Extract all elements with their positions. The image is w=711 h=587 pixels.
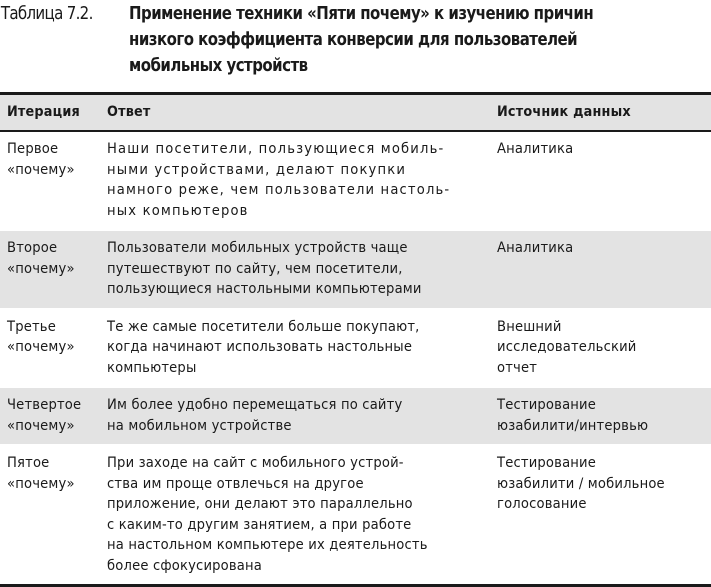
table-row <box>0 131 711 230</box>
iteration-cell: Второе «почему» <box>7 239 75 277</box>
source-cell: Аналитика <box>497 239 574 256</box>
table-title-line: низкого коэффициента конверсии для пользователей <box>129 30 578 50</box>
table-title <box>129 1 711 79</box>
answer-cell: Те же самые посетители больше покупают, когда начинают использовать настольные компьютеры <box>107 317 420 376</box>
answer-cell: Им более удобно перемещаться по сайту на мобильном устройстве <box>107 396 403 434</box>
table-row <box>0 387 711 445</box>
table-row <box>0 309 711 388</box>
source-cell: Тестирование юзабилити/интервью <box>497 396 649 434</box>
header-source: Источник данных <box>497 103 631 121</box>
source-cell: Аналитика <box>497 140 574 157</box>
table-row <box>0 445 711 586</box>
source-cell: Тестирование юзабилити / мобильное голосование <box>497 454 665 512</box>
table-header-row <box>0 94 711 132</box>
table-number-label: Таблица 7.2. <box>0 4 93 24</box>
five-whys-table <box>0 92 711 587</box>
table-title-line: мобильных устройств <box>129 56 308 76</box>
table-row <box>0 230 711 309</box>
header-answer: Ответ <box>107 103 151 121</box>
iteration-cell: Пятое «почему» <box>7 454 75 492</box>
source-cell: Внешний исследовательский отчет <box>497 317 637 376</box>
answer-cell: Наши посетители, пользующиеся мобиль- ными устройствами, делают покупки намного реже, чем пользователи настоль- ных компьютеров <box>107 140 451 219</box>
header-iteration: Итерация <box>7 103 80 121</box>
answer-cell: Пользователи мобильных устройств чаще путешествуют по сайту, чем посетители, пользующиеся настольными компьютерами <box>107 239 422 297</box>
table-caption <box>0 0 711 76</box>
table-title-line: Применение техники «Пяти почему» к изучению причин <box>129 4 594 24</box>
iteration-cell: Первое «почему» <box>7 140 75 178</box>
answer-cell: При заходе на сайт с мобильного устрой- ства им проще отвлечься на другое приложение, они делают это параллельно с каким-то другим занятием, а при работе на настольном компьютере их деятельность более сфокусирована <box>107 454 428 574</box>
iteration-cell: Третье «почему» <box>7 317 75 355</box>
iteration-cell: Четвертое «почему» <box>7 396 82 434</box>
